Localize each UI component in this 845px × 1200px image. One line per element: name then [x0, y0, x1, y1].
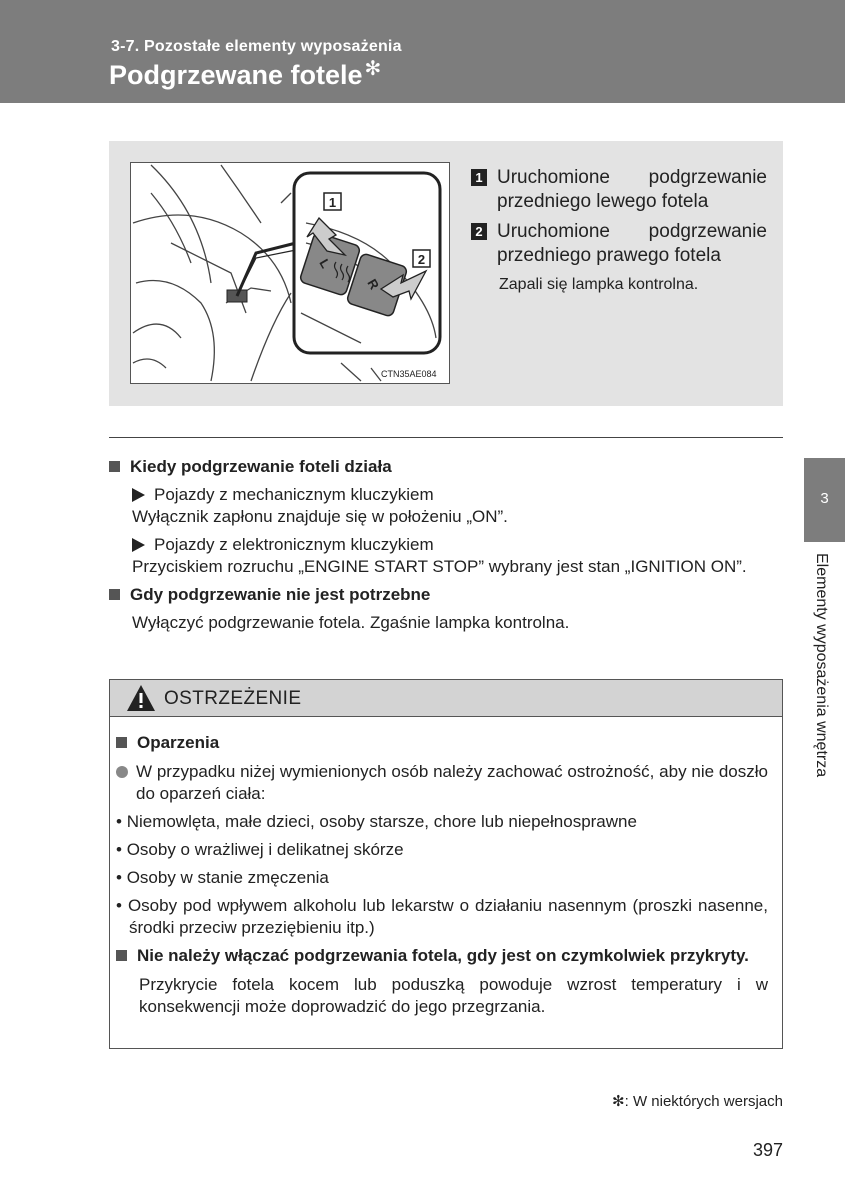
square-bullet-icon: [116, 737, 127, 748]
section-heading-text: Kiedy podgrzewanie foteli działa: [130, 457, 392, 476]
warning-intro-text: W przypadku niżej wymienionych osób należy zachować ostrożność, aby nie doszło do oparzeń ciała:: [136, 762, 768, 803]
section-title: 3-7. Pozostałe elementy wyposażenia: [111, 38, 402, 55]
condition-item: [109, 534, 783, 578]
page-title-text: Podgrzewane fotele: [109, 60, 363, 90]
warning-body: [116, 732, 768, 1018]
warning-box: [109, 679, 783, 1049]
condition-label-text: Pojazdy z mechanicznym kluczykiem: [154, 485, 434, 504]
section-heading: [109, 584, 783, 606]
warning-title: OSTRZEŻENIE: [164, 688, 302, 709]
asterisk-mark: ✻: [364, 58, 382, 80]
condition-text: Przyciskiem rozruchu „ENGINE START STOP” wybrany jest stan „IGNITION ON”.: [132, 557, 747, 576]
warning-heading-text: Oparzenia: [137, 733, 220, 752]
callout-1: 1: [328, 195, 337, 210]
switch-drawing: [131, 163, 449, 383]
chapter-label: Elementy wyposażenia wnętrza: [813, 553, 830, 778]
condition-label: [132, 484, 783, 506]
warning-triangle-icon: [126, 684, 156, 712]
legend-text: Uruchomione podgrzewanie przedniego lewego fotela: [497, 167, 767, 212]
square-bullet-icon: [109, 461, 120, 472]
square-bullet-icon: [109, 589, 120, 600]
list-item: • Osoby o wrażliwej i delikatnej skórze: [116, 840, 404, 859]
section-heading-text: Gdy podgrzewanie nie jest potrzebne: [130, 585, 431, 604]
main-content: [109, 456, 783, 634]
condition-label-text: Pojazdy z elektronicznym kluczykiem: [154, 535, 434, 554]
legend-text: Uruchomione podgrzewanie przedniego prawego fotela: [497, 221, 767, 266]
figure-code: CTN35AE084: [381, 369, 437, 379]
warning-heading: [116, 732, 768, 754]
circle-bullet-icon: [116, 766, 128, 778]
callout-2: 2: [417, 252, 426, 267]
condition-item: [109, 484, 783, 528]
warning-heading-text: Nie należy włączać podgrzewania fotela, gdy jest on czymkolwiek przykryty.: [137, 946, 749, 965]
warning-text: Przykrycie fotela kocem lub poduszką powoduje wzrost temperatury i w konsekwencji może doprowadzić do jego przegrzania.: [139, 975, 768, 1016]
condition-text: Wyłącznik zapłonu znajduje się w położeniu „ON”.: [132, 507, 508, 526]
section-text: Wyłączyć podgrzewanie fotela. Zgaśnie lampka kontrolna.: [132, 613, 570, 632]
page-title: [109, 60, 381, 91]
list-item: • Niemowlęta, małe dzieci, osoby starsze, chore lub niepełnosprawne: [116, 812, 637, 831]
chapter-tab: [804, 458, 845, 542]
legend-number: 1: [471, 169, 487, 186]
chapter-number: 3: [820, 490, 829, 507]
warning-header: [110, 680, 782, 717]
divider: [109, 437, 783, 438]
footnote: ✻: W niektórych wersjach: [612, 1093, 783, 1110]
figure-panel: [109, 141, 783, 406]
list-item: • Osoby w stanie zmęczenia: [116, 868, 329, 887]
warning-heading: [116, 945, 768, 967]
warning-intro: [116, 761, 768, 805]
legend-item: [471, 166, 767, 214]
list-item: • Osoby pod wpływem alkoholu lub lekarstw o działaniu nasennym (proszki nasenne, środki przeciw przeziębieniu itp.): [116, 896, 768, 937]
legend-number: 2: [471, 223, 487, 240]
legend-note: Zapali się lampka kontrolna.: [499, 276, 699, 293]
switch-letter-l: L: [316, 256, 334, 271]
square-bullet-icon: [116, 950, 127, 961]
triangle-bullet-icon: [132, 538, 145, 552]
seat-heater-illustration: [130, 162, 450, 384]
figure-legend: [471, 166, 767, 296]
legend-item: [471, 220, 767, 268]
page-number: 397: [752, 1140, 783, 1160]
switch-letter-r: R: [364, 276, 383, 293]
section-heading: [109, 456, 783, 478]
triangle-bullet-icon: [132, 488, 145, 502]
condition-label: [132, 534, 783, 556]
page-header: [0, 0, 845, 103]
